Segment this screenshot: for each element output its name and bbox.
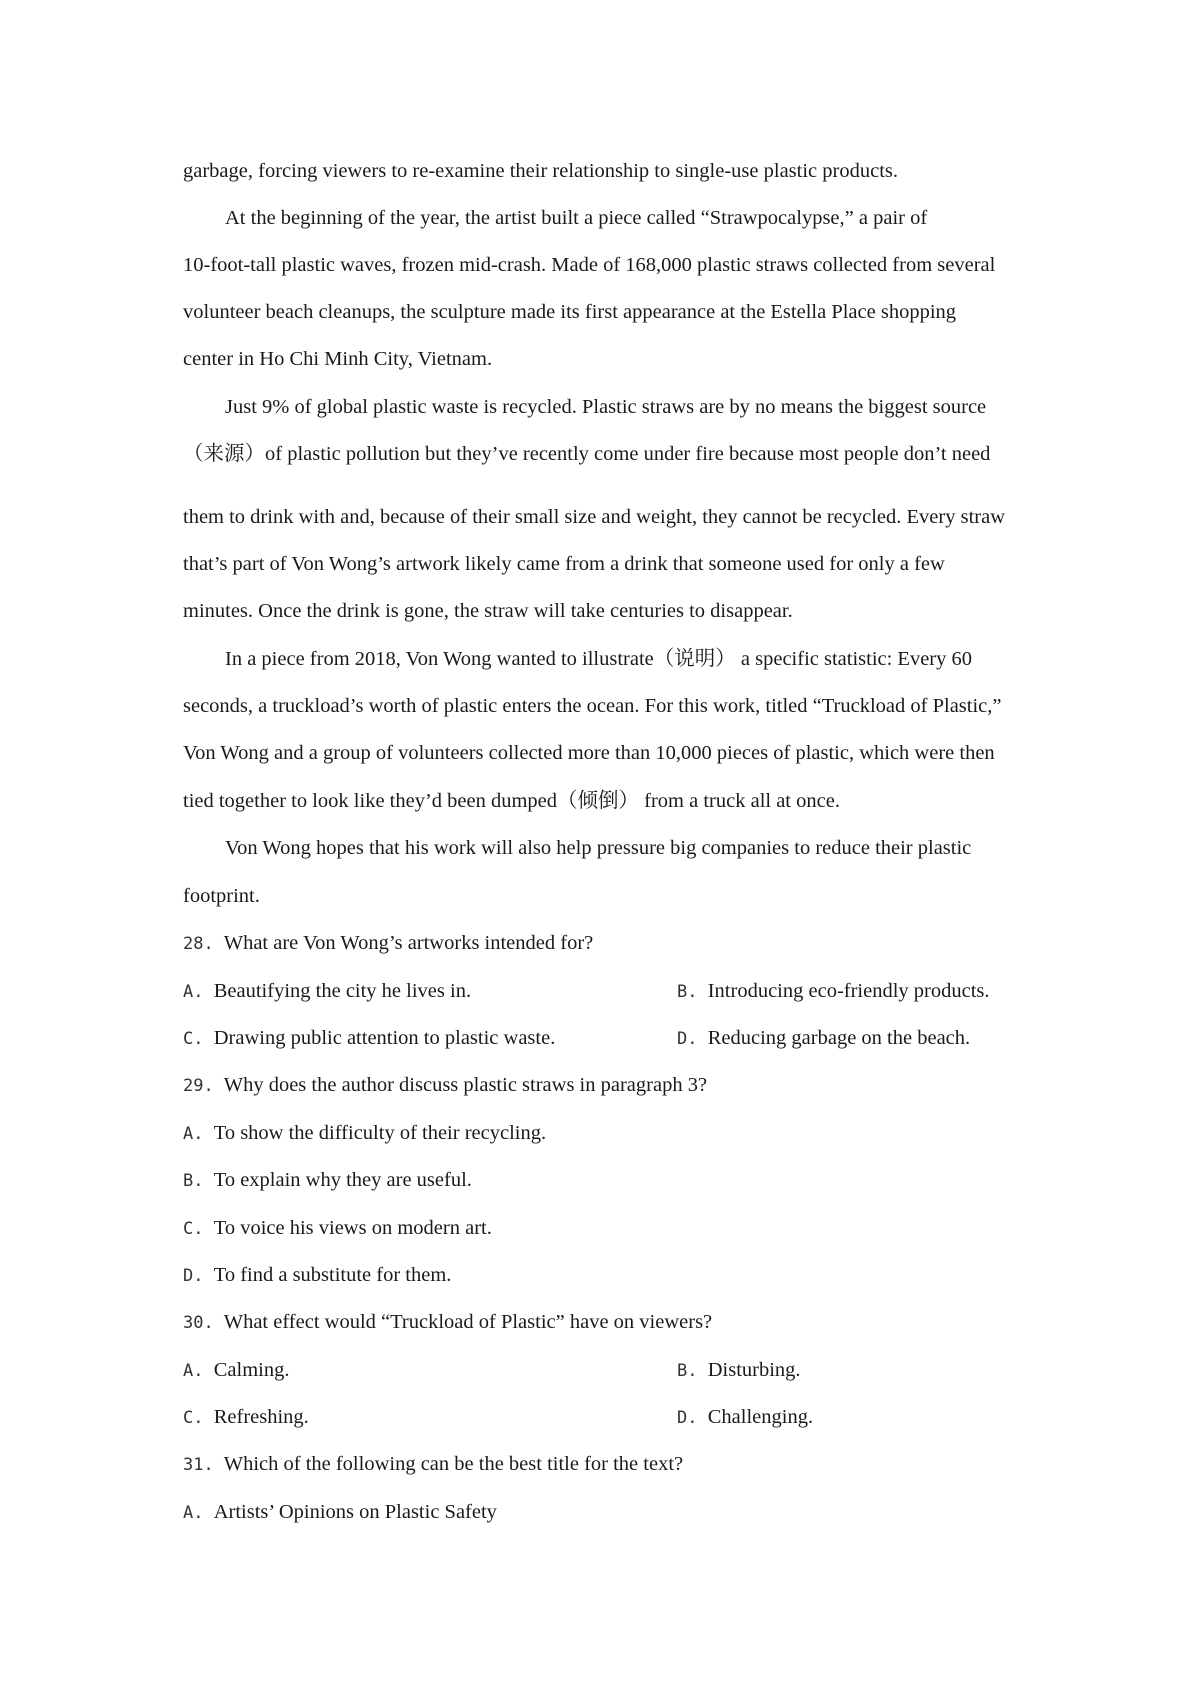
option-text: Drawing public attention to plastic waste.: [213, 1027, 556, 1049]
option-label: D.: [677, 1029, 698, 1049]
question-text: Which of the following can be the best title for the text?: [223, 1453, 684, 1475]
passage-line: center in Ho Chi Minh City, Vietnam.: [183, 348, 493, 370]
question-stem: [183, 1450, 683, 1479]
option-text: To show the difficulty of their recycling.: [213, 1122, 547, 1144]
option-label: D.: [677, 1408, 698, 1428]
passage-line: volunteer beach cleanups, the sculpture made its first appearance at the Estella Place shopping: [183, 301, 957, 323]
passage-line: minutes. Once the drink is gone, the straw will take centuries to disappear.: [183, 600, 793, 622]
option-label: A.: [183, 1124, 204, 1144]
passage-line: （来源）of plastic pollution but they’ve recently come under fire because most people don’t need: [183, 443, 991, 465]
passage-line: seconds, a truckload’s worth of plastic enters the ocean. For this work, titled “Truckload of Plastic,”: [183, 695, 1002, 717]
option-label: A.: [183, 982, 204, 1002]
option-c: [183, 1214, 492, 1243]
option-label: B.: [677, 1361, 698, 1381]
option-text: Calming.: [213, 1359, 290, 1381]
option-b: [183, 1166, 472, 1195]
option-a: [183, 1498, 497, 1527]
option-label: B.: [183, 1171, 204, 1191]
option-label: B.: [677, 982, 698, 1002]
passage-line: At the beginning of the year, the artist built a piece called “Strawpocalypse,” a pair of: [225, 207, 928, 229]
option-text: Challenging.: [707, 1406, 814, 1428]
option-a: [183, 1119, 546, 1148]
option-b: [677, 977, 990, 1006]
option-c: [183, 1403, 309, 1432]
question-text: What are Von Wong’s artworks intended for?: [223, 932, 594, 954]
option-d: [677, 1024, 970, 1053]
option-d: [677, 1403, 813, 1432]
option-text: Disturbing.: [707, 1359, 801, 1381]
question-stem: [183, 1308, 712, 1337]
passage-line: footprint.: [183, 885, 260, 907]
passage-line: Von Wong hopes that his work will also help pressure big companies to reduce their plastic: [225, 837, 972, 859]
question-stem: [183, 1071, 707, 1100]
option-a: [183, 977, 471, 1006]
question-stem: [183, 929, 593, 958]
option-label: D.: [183, 1266, 204, 1286]
option-text: Introducing eco-friendly products.: [707, 980, 990, 1002]
option-label: C.: [183, 1029, 204, 1049]
passage-line: tied together to look like they’d been dumped（倾倒） from a truck all at once.: [183, 790, 840, 812]
passage-line: Just 9% of global plastic waste is recycled. Plastic straws are by no means the biggest source: [225, 396, 987, 418]
option-c: [183, 1024, 555, 1053]
question-number: 28.: [183, 934, 214, 954]
question-number: 30.: [183, 1313, 214, 1333]
option-label: C.: [183, 1219, 204, 1239]
option-text: Refreshing.: [213, 1406, 309, 1428]
option-b: [677, 1356, 801, 1385]
option-text: To voice his views on modern art.: [213, 1217, 492, 1239]
passage-line: them to drink with and, because of their small size and weight, they cannot be recycled. Every straw: [183, 506, 1006, 528]
option-label: A.: [183, 1361, 204, 1381]
option-text: To explain why they are useful.: [213, 1169, 472, 1191]
option-label: C.: [183, 1408, 204, 1428]
option-a: [183, 1356, 289, 1385]
option-label: A.: [183, 1503, 204, 1523]
passage-line: garbage, forcing viewers to re-examine their relationship to single-use plastic products.: [183, 160, 898, 182]
passage-line: In a piece from 2018, Von Wong wanted to illustrate（说明） a specific statistic: Every 60: [225, 648, 973, 670]
passage-line: that’s part of Von Wong’s artwork likely came from a drink that someone used for only a few: [183, 553, 945, 575]
option-text: To find a substitute for them.: [213, 1264, 452, 1286]
option-text: Reducing garbage on the beach.: [707, 1027, 971, 1049]
question-number: 29.: [183, 1076, 214, 1096]
option-text: Beautifying the city he lives in.: [213, 980, 472, 1002]
passage-line: 10-foot-tall plastic waves, frozen mid-crash. Made of 168,000 plastic straws collected from several: [183, 254, 996, 276]
question-text: Why does the author discuss plastic straws in paragraph 3?: [223, 1074, 708, 1096]
question-number: 31.: [183, 1455, 214, 1475]
passage-line: Von Wong and a group of volunteers collected more than 10,000 pieces of plastic, which were then: [183, 742, 995, 764]
option-text: Artists’ Opinions on Plastic Safety: [213, 1501, 497, 1523]
option-d: [183, 1261, 451, 1290]
question-text: What effect would “Truckload of Plastic” have on viewers?: [223, 1311, 713, 1333]
